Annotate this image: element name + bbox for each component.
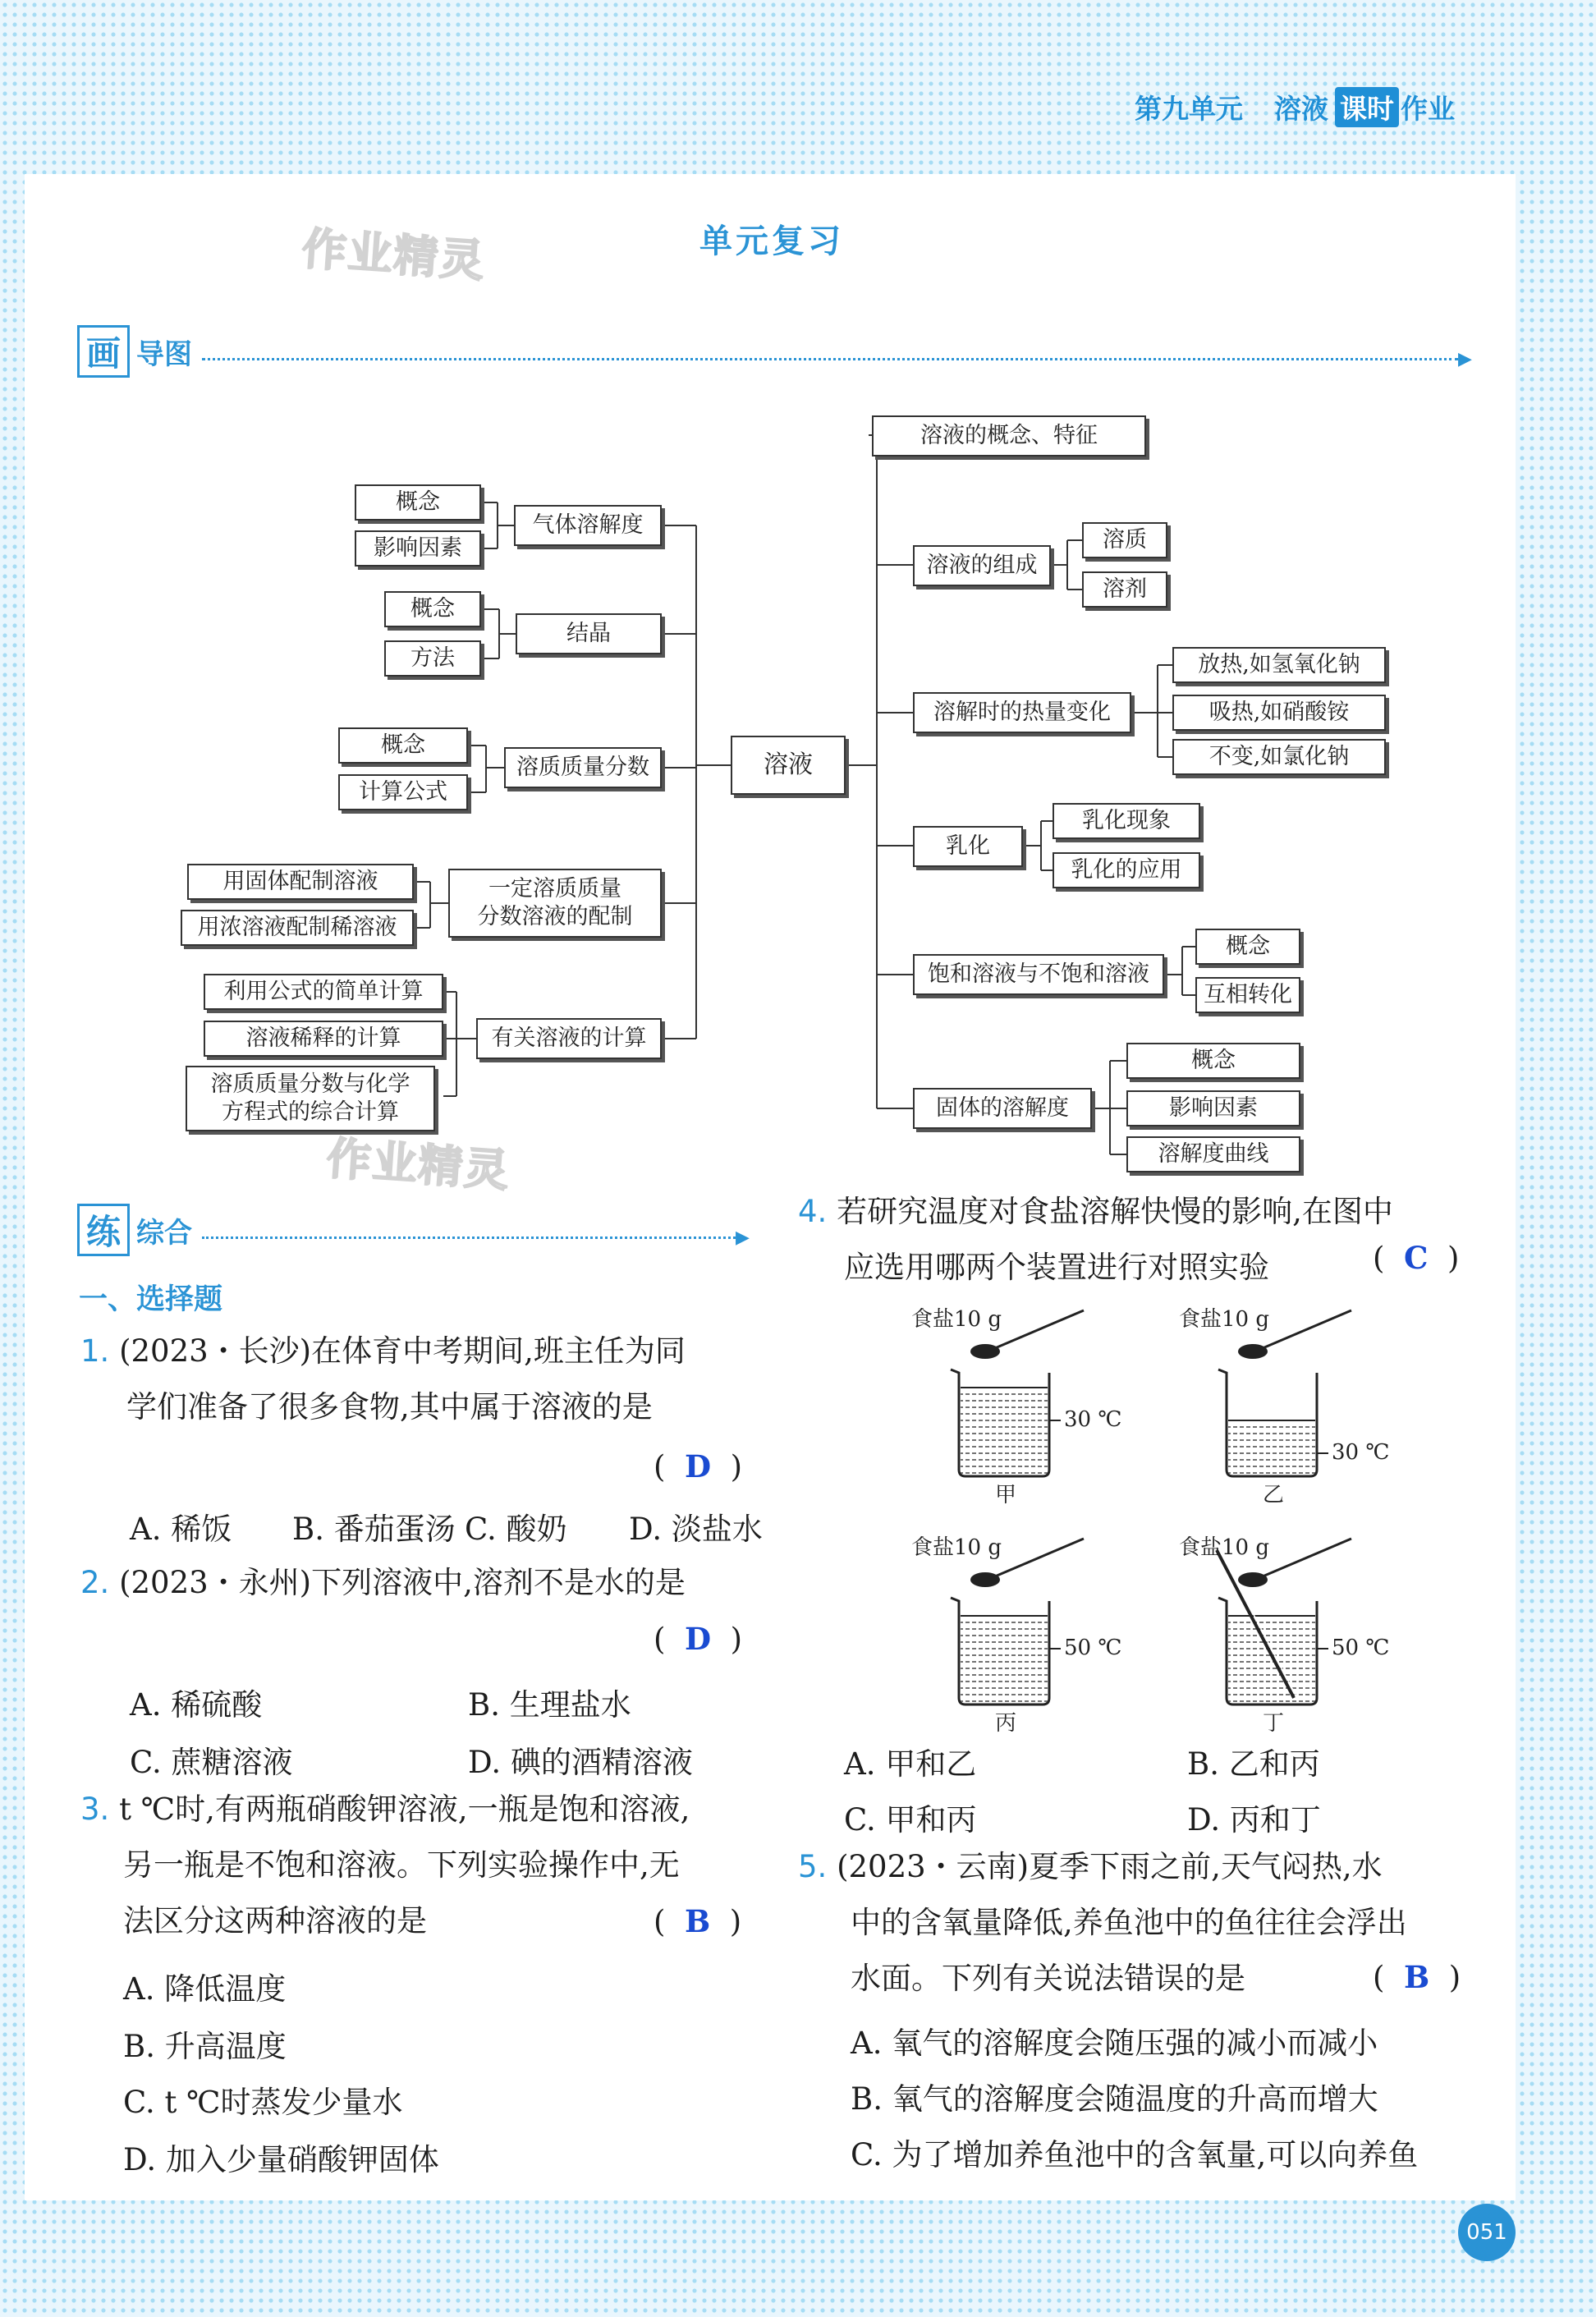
topic-label: 溶液 xyxy=(1274,93,1328,125)
section-map-header xyxy=(77,325,1472,378)
question-5-answer-bracket: ( B ) xyxy=(1373,1959,1461,1995)
arrow-right-icon: ▶ xyxy=(736,1227,750,1248)
map-heat-none: 不变,如氯化钠 xyxy=(1172,739,1386,775)
question-5-line-1: (2023・云南)夏季下雨之前,天气闷热,水 xyxy=(837,1849,1383,1884)
question-2-answer-bracket: ( D ) xyxy=(654,1621,743,1657)
question-1-number: 1. xyxy=(80,1333,110,1369)
brand-logo-b: 作业 xyxy=(1401,93,1455,125)
q2-option-a: A. 稀硫酸 xyxy=(130,1687,263,1723)
question-2-number: 2. xyxy=(80,1565,110,1600)
map-saturated: 饱和溶液与不饱和溶液 xyxy=(913,954,1164,995)
question-1 xyxy=(80,1324,686,1435)
question-1-line-2: 学们准备了很多食物,其中属于溶液的是 xyxy=(126,1389,653,1425)
section-practice-label: 综合 xyxy=(136,1216,192,1250)
map-mf-formula: 计算公式 xyxy=(338,774,468,810)
map-sat-concept: 概念 xyxy=(1195,929,1300,965)
map-calc-combo-line-2: 方程式的综合计算 xyxy=(222,1099,399,1125)
q3-option-c: C. t ℃时蒸发少量水 xyxy=(123,2085,403,2120)
map-solvent: 溶剂 xyxy=(1082,571,1167,608)
dotted-rule xyxy=(202,1236,736,1239)
question-4 xyxy=(798,1184,1393,1296)
question-4-line-1: 若研究温度对食盐溶解快慢的影响,在图中 xyxy=(837,1194,1393,1229)
beaker-drawing xyxy=(920,1534,1133,1731)
question-5-number: 5. xyxy=(798,1849,828,1884)
map-gas: 气体溶解度 xyxy=(514,505,662,546)
map-emulsify-phen: 乳化现象 xyxy=(1053,803,1200,839)
beaker-2 xyxy=(1179,1305,1401,1507)
question-2-line-1: (2023・永州)下列溶液中,溶剂不是水的是 xyxy=(119,1565,686,1600)
section-practice-header xyxy=(77,1204,750,1256)
map-calc-combo-line-1: 溶质质量分数与化学 xyxy=(210,1071,410,1097)
map-concept: 溶液的概念、特征 xyxy=(872,415,1146,457)
map-solid-concept: 概念 xyxy=(1126,1043,1300,1079)
map-mf-concept: 概念 xyxy=(338,727,468,764)
watermark: 作业精灵 xyxy=(300,223,488,287)
q4-option-c: C. 甲和丙 xyxy=(844,1802,977,1838)
question-2 xyxy=(80,1555,686,1611)
map-center: 溶液 xyxy=(731,736,846,795)
beaker-salt-label: 食盐10 g xyxy=(911,1535,1002,1560)
question-3-answer: B xyxy=(684,1903,711,1939)
q4-option-a: A. 甲和乙 xyxy=(844,1746,977,1782)
question-4-answer: C xyxy=(1403,1240,1429,1276)
q3-option-d: D. 加入少量硝酸钾固体 xyxy=(123,2142,439,2177)
beaker-drawing xyxy=(920,1305,1133,1503)
q2-option-c: C. 蔗糖溶液 xyxy=(130,1745,293,1780)
question-4-number: 4. xyxy=(798,1194,828,1229)
q4-option-b: B. 乙和丙 xyxy=(1187,1746,1320,1782)
map-calc-simple: 利用公式的简单计算 xyxy=(204,974,443,1010)
question-5 xyxy=(798,1839,1407,2007)
q5-option-a: A. 氧气的溶解度会随压强的减小而减小 xyxy=(851,2026,1378,2061)
beaker-temp-label: 30 ℃ xyxy=(1064,1407,1122,1432)
map-gas-factor: 影响因素 xyxy=(355,530,481,567)
beaker-3 xyxy=(911,1534,1133,1736)
map-prep-line-1: 一定溶质质量 xyxy=(488,876,621,902)
map-composition: 溶液的组成 xyxy=(913,545,1051,586)
unit-label: 第九单元 xyxy=(1135,93,1243,125)
q1-option-b: B. 番茄蛋汤 xyxy=(292,1512,456,1547)
question-1-line-1: (2023・长沙)在体育中考期间,班主任为同 xyxy=(119,1333,686,1369)
q1-option-c: C. 酸奶 xyxy=(465,1512,567,1547)
map-solid-curve: 溶解度曲线 xyxy=(1126,1136,1300,1172)
part-title: 一、选择题 xyxy=(79,1283,223,1316)
brand-logo xyxy=(1335,87,1455,127)
question-1-answer-bracket: ( D ) xyxy=(654,1448,743,1484)
map-cryst-concept: 概念 xyxy=(384,591,481,627)
beaker-label: 乙 xyxy=(1263,1483,1285,1507)
question-1-answer: D xyxy=(684,1448,712,1484)
map-heat-absorb: 吸热,如硝酸铵 xyxy=(1172,695,1386,731)
map-solute: 溶质 xyxy=(1082,522,1167,558)
q3-option-a: A. 降低温度 xyxy=(123,1971,287,2007)
brand-logo-a: 课时 xyxy=(1335,87,1399,127)
section-practice-badge: 练 xyxy=(77,1204,130,1256)
page-number: 051 xyxy=(1458,2204,1516,2261)
q5-option-b: B. 氧气的溶解度会随温度的升高而增大 xyxy=(851,2081,1378,2117)
q2-option-b: B. 生理盐水 xyxy=(468,1687,631,1723)
map-prep-solid: 用固体配制溶液 xyxy=(187,864,414,900)
question-3-line-3: 法区分这两种溶液的是 xyxy=(123,1903,427,1938)
beaker-temp-label: 30 ℃ xyxy=(1332,1440,1390,1465)
q2-option-d: D. 碘的酒精溶液 xyxy=(468,1745,693,1780)
question-3-line-2: 另一瓶是不饱和溶液。下列实验操作中,无 xyxy=(123,1847,680,1883)
question-4-line-2: 应选用哪两个装置进行对照实验 xyxy=(844,1250,1269,1285)
beaker-drawing xyxy=(1187,1534,1401,1731)
beaker-salt-label: 食盐10 g xyxy=(911,1307,1002,1332)
map-heat: 溶解时的热量变化 xyxy=(913,692,1131,733)
beaker-salt-label: 食盐10 g xyxy=(1179,1307,1269,1332)
beaker-salt-label: 食盐10 g xyxy=(1179,1535,1269,1560)
map-prep-line-2: 分数溶液的配制 xyxy=(477,904,633,929)
beaker-label: 甲 xyxy=(995,1483,1017,1507)
map-emulsify: 乳化 xyxy=(913,826,1023,867)
q5-option-c: C. 为了增加养鱼池中的含氧量,可以向养鱼 xyxy=(851,2137,1419,2172)
question-2-answer: D xyxy=(684,1621,712,1657)
running-header xyxy=(1135,87,1455,127)
question-3-answer-bracket: ( B ) xyxy=(654,1903,742,1939)
question-3-line-1: t ℃时,有两瓶硝酸钾溶液,一瓶是饱和溶液, xyxy=(119,1792,690,1827)
map-solid-sol: 固体的溶解度 xyxy=(913,1088,1092,1129)
q1-option-a: A. 稀饭 xyxy=(130,1512,232,1547)
map-heat-release: 放热,如氢氧化钠 xyxy=(1172,647,1386,683)
map-calc-dilute: 溶液稀释的计算 xyxy=(204,1021,443,1057)
map-solid-factor: 影响因素 xyxy=(1126,1090,1300,1126)
beaker-label: 丁 xyxy=(1263,1711,1285,1736)
beaker-label: 丙 xyxy=(995,1711,1017,1736)
beaker-4 xyxy=(1179,1534,1401,1736)
question-5-line-2: 中的含氧量降低,养鱼池中的鱼往往会浮出 xyxy=(851,1905,1407,1940)
map-prep-conc: 用浓溶液配制稀溶液 xyxy=(181,910,414,946)
page-title: 单元复习 xyxy=(699,222,844,260)
dotted-rule xyxy=(202,358,1458,360)
q1-option-d: D. 淡盐水 xyxy=(629,1512,763,1547)
map-emulsify-app: 乳化的应用 xyxy=(1053,852,1200,888)
question-5-line-3: 水面。下列有关说法错误的是 xyxy=(851,1961,1245,1996)
q4-option-d: D. 丙和丁 xyxy=(1187,1802,1321,1838)
beaker-temp-label: 50 ℃ xyxy=(1064,1636,1122,1660)
map-gas-concept: 概念 xyxy=(355,484,481,521)
question-3 xyxy=(80,1782,690,1949)
question-4-answer-bracket: ( C ) xyxy=(1373,1240,1460,1276)
map-sat-convert: 互相转化 xyxy=(1195,977,1300,1013)
map-cryst-method: 方法 xyxy=(384,640,481,677)
beaker-drawing xyxy=(1187,1305,1401,1503)
section-map-label: 导图 xyxy=(136,337,192,371)
question-3-number: 3. xyxy=(80,1792,110,1827)
beaker-1 xyxy=(911,1305,1133,1507)
map-cryst: 结晶 xyxy=(516,613,662,654)
map-mass-frac: 溶质质量分数 xyxy=(504,747,662,788)
beaker-temp-label: 50 ℃ xyxy=(1332,1636,1390,1660)
q3-option-b: B. 升高温度 xyxy=(123,2029,287,2064)
watermark: 作业精灵 xyxy=(324,1132,512,1197)
section-map-badge: 画 xyxy=(77,325,130,378)
question-5-answer: B xyxy=(1403,1959,1430,1995)
arrow-right-icon: ▶ xyxy=(1458,348,1472,369)
map-calc: 有关溶液的计算 xyxy=(476,1018,662,1059)
